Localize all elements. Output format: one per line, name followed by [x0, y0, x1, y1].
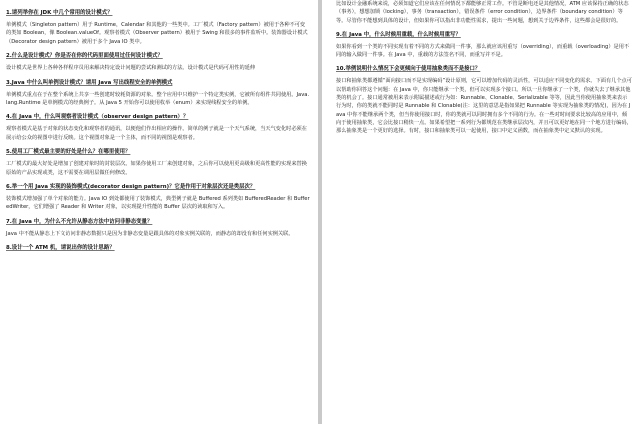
- qa-item-7: [6, 219, 310, 238]
- question-heading: 6.举一个用 Java 实现的装饰模式(decorator design pattern)？它是作用于对象层次还是类层次？: [6, 184, 256, 191]
- qa-item-10: [336, 66, 632, 135]
- answer-paragraph: 设计模式是世界上各种各样程序员用来解决特定设计问题的尝试和测试的方法。设计模式是代码可用性的延伸: [6, 65, 256, 72]
- question-heading: 10.举例说明什么情况下会更倾向于使用抽象类而不是接口？: [336, 66, 481, 73]
- qa-item-9: [336, 32, 632, 60]
- qa-item-2: [6, 53, 310, 72]
- qa-item-1: [6, 10, 310, 46]
- answer-paragraph: 装饰模式增加强了单个对象的能力。Java IO 到处都使用了装饰模式，典型例子就是 Buffered 系列类如 BufferedReader 和 BufferedWriter，它们增强了 Reader 和 Writer 对象，以实现提升性能的 Buffer 层次的读取和写入。: [6, 196, 310, 211]
- qa-item-3: [6, 80, 310, 108]
- answer-paragraph: 单例模式重点在于在整个系统上共享一些创建时较耗资源的对象。整个应用中只维护一个特定类实例，它被所有组件共同使用。Java.lang.Runtime 是单例模式的经典例子。从 Java 5 开始你可以使用枚举（enum）来实现线程安全的单例。: [6, 91, 310, 107]
- qa-item-5: [6, 149, 310, 177]
- question-heading: 8.设计一个 ATM 机，请说出你的设计思路？: [6, 245, 115, 252]
- answer-paragraph: 观察者模式是基于对象的状态变化和观察者的通讯，以便他们作出相应的操作。简单的例子就是一个天气系统，当天气变化时必须在展示给公众的视图中进行反映。这个视图对象是一个主体，而不同的视图是观察者。: [6, 126, 307, 141]
- question-heading: 5.使用工厂模式最主要的好处是什么？在哪里使用？: [6, 149, 131, 156]
- question-heading: 4.在 Java 中，什么叫观察者设计模式（observer design pattern）？: [6, 114, 189, 121]
- answer-paragraph: 接口和抽象类都遵循“面向接口而不是实现编码”设计原则，它可以增加代码的灵活性，可以适应不同变化的需求。下面有几个点可以帮助你回答这个问题：在 Java 中，你只能继承一个类，但可以实现多个接口。所以一旦你继承了一个类，你就失去了继承其他类的机会了。接口通常被用来表示附属描述或行为如：Runnable、Clonable、Serializable 等等，因此当你使用抽象类来表示行为时，你的类就不能同时是 Runnable 和 Clonable(注：这里的意思是指如果把 Runnable 等实现为抽象类的情况)，因为在 Java 中你不能继承两个类，但当你使用接口时，你的类就可以同时拥有多个不同的行为。在一些对时间要求比较高的应用中，倾向于使用抽象类，它会比接口稍快一点。如果希望把一系列行为都规范在类继承层次内，并且可以更好地在同一个地方进行编码，那么抽象类是一个更好的选择。有时，接口和抽象类可以一起使用，接口中定义函数，而在抽象类中定义默认的实现。: [336, 78, 632, 135]
- question-heading: 7.在 Java 中，为什么不允许从静态方法中访问非静态变量？: [6, 218, 153, 225]
- answer-paragraph: Java 中不能从静态上下文访问非静态数据只是因为非静态变量是跟具体的对象实例关联的，而静态的却没有和任何实例关联。: [6, 230, 294, 237]
- answer-paragraph: 单例模式（Singleton pattern）用于 Runtime，Calendar 和其他的一些类中。工厂模式（Factory pattern）被用于各种不可变的类如 Boolean，像 Boolean.valueOf。观察者模式（Observer pattern）被用于 Swing 和很多的事件监听中。装饰器设计模式（Decorator design pattern）被用于多个 Java IO 类中。: [6, 22, 308, 45]
- qa-item-4: [6, 114, 310, 142]
- answer-paragraph-continued: 比如设计金融系统来说，必须知道它们应该在任何情况下都能够正常工作。不管是断电还是其他情况，ATM 应该保持正确的状态（事务），想想加锁（locking），事务（transaction），错误条件（error condition），边界条件（boundary condition）等等。尽管你不能想到具体的设计，但如果你可以指出非功能性需求，提出一些问题，想到关于边界条件，这些都会是很好的。: [336, 1, 629, 24]
- qa-item-8: [6, 245, 310, 252]
- answer-paragraph: 工厂模式的最大好处是增加了创建对象时的封装层次。如果你使用工厂来创建对象，之后你可以使用更高级和更高性能的实现来替换原始的产品实现或类，这不需要在调用层做任何修改。: [6, 161, 307, 176]
- question-heading: 2.什么是设计模式？你是否在你的代码里面使用过任何设计模式？: [6, 53, 163, 60]
- question-heading: 1.请列举你在 JDK 中几个常用的设计模式？: [6, 10, 113, 16]
- document-page-right: [322, 0, 640, 424]
- qa-item-6: [6, 184, 310, 212]
- question-heading: 3.Java 中什么叫单例设计模式？请用 Java 写出线程安全的单例模式: [6, 79, 173, 86]
- document-page-left: [0, 0, 318, 424]
- answer-paragraph: 如果你看到一个类的不同实现有着不同的方式来做同一件事，那么就应该用重写（overriding），而重载（overloading）是用不同的输入做同一件事。在 Java 中，重载的方法签名不同，而重写并不是。: [336, 43, 630, 59]
- question-heading: 9.在 Java 中，什么时候用重载，什么时候用重写？: [336, 31, 461, 38]
